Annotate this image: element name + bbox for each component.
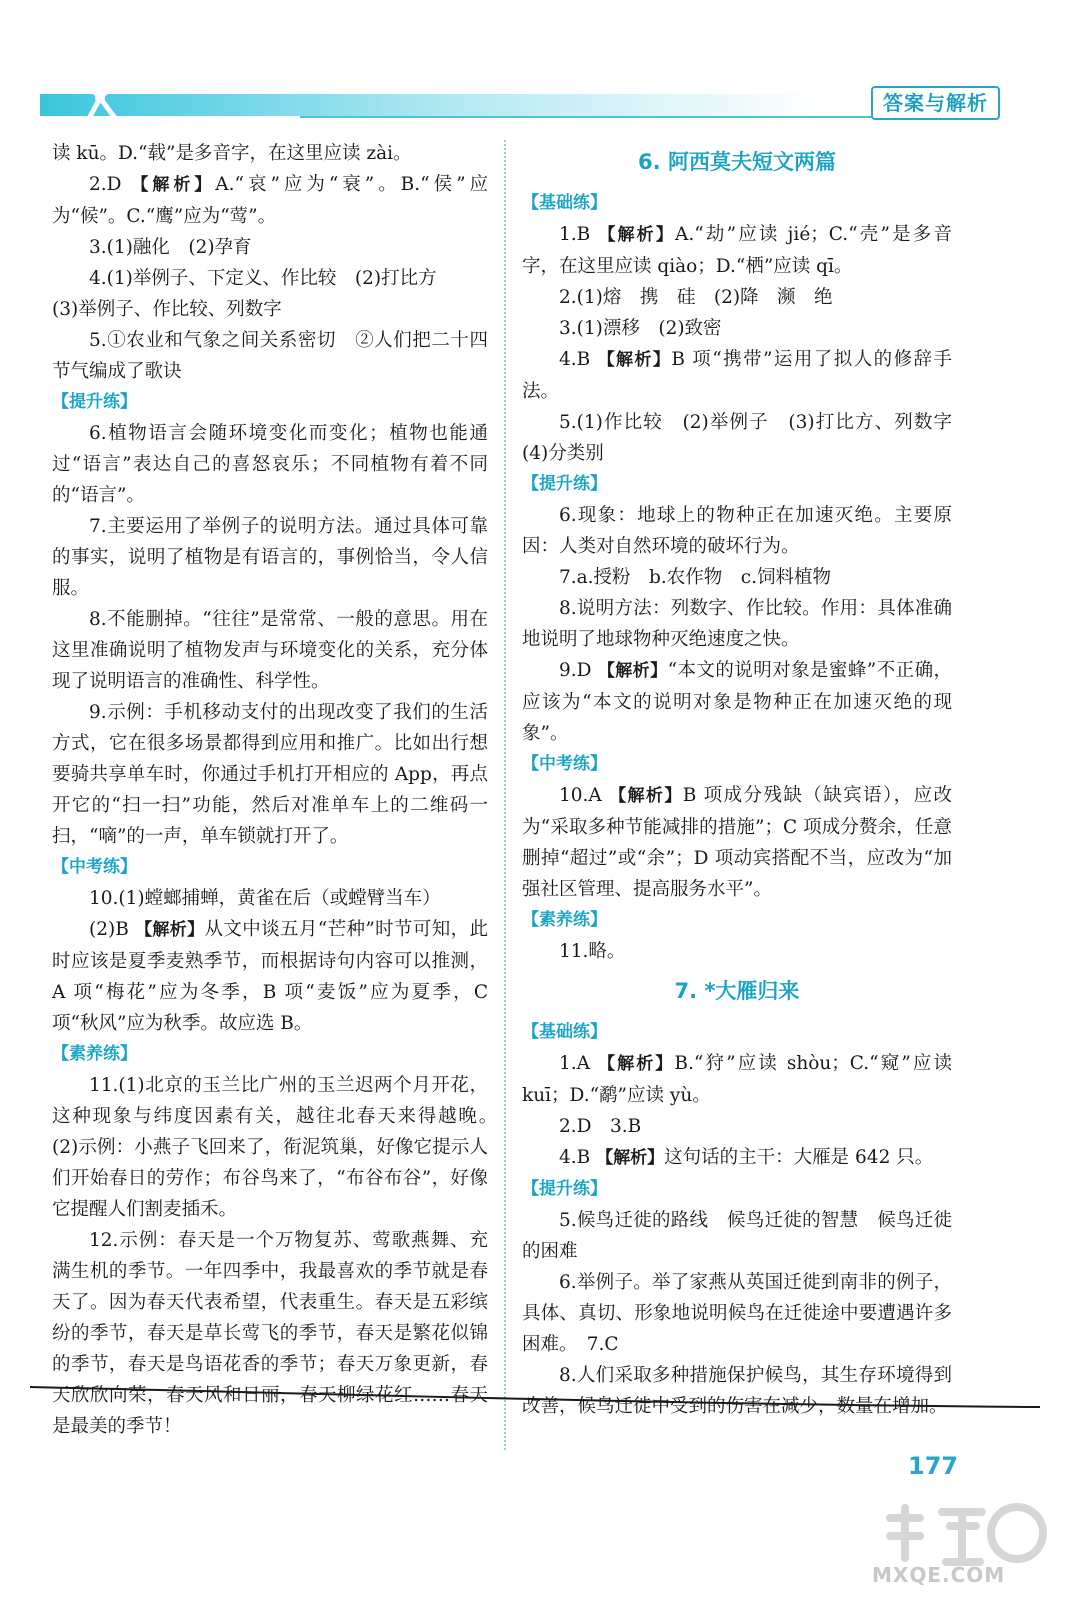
analysis-label: 【解析】 <box>598 1054 675 1074</box>
section-label: 【中考练】 <box>52 857 137 877</box>
answer-paragraph: 6.举例子。举了家燕从英国迁徙到南非的例子，具体、真切、形象地说明候鸟在迁徙途中要遭遇许多困难。 7.C <box>522 1272 952 1355</box>
analysis-label: 【解析】 <box>131 175 216 195</box>
analysis-text: B 项“携带”运用了拟人的修辞手法。 <box>522 349 952 402</box>
answer-paragraph: (3)举例子、作比较、列数字 <box>52 299 282 320</box>
answer-paragraph <box>522 1142 952 1174</box>
column-divider <box>504 140 506 1450</box>
left-column <box>52 138 507 1442</box>
answer-paragraph: 5.①农业和气象之间关系密切 ②人们把二十四节气编成了歌诀 <box>52 330 488 382</box>
page-number: 177 <box>908 1452 959 1480</box>
answer-key: 9.D <box>559 660 598 681</box>
lesson-title: 7. *大雁归来 <box>674 979 800 1003</box>
section-label: 【基础练】 <box>522 1022 607 1042</box>
answer-key: 1.A <box>559 1053 598 1074</box>
answer-key: 1.B <box>559 224 599 245</box>
answer-paragraph <box>52 914 488 1039</box>
analysis-text: “本文的说明对象是蜜蜂”不正确，应该为“本文的说明对象是物种正在加速灭绝的现象”。 <box>522 660 953 744</box>
answer-paragraph <box>522 655 952 749</box>
answer-paragraph: 10.(1)螳螂捕蝉，黄雀在后（或螳臂当车） <box>89 888 441 909</box>
answer-paragraph: 3.(1)漂移 (2)致密 <box>559 318 722 339</box>
answer-paragraph <box>52 169 488 232</box>
answer-paragraph: 9.示例：手机移动支付的出现改变了我们的生活方式，它在很多场景都得到应用和推广。比如出行想要骑共享单车时，你通过手机打开相应的 App，再点开它的“扫一扫”功能，然后对准单车上的二维码一扫，“嘀”的一声，单车锁就打开了。 <box>52 702 488 847</box>
answer-key: (2)B <box>89 919 136 940</box>
analysis-text: B 项成分残缺（缺宾语），应改为“采取多种节能减排的措施”；C 项成分赘余，任意删掉“超过”或“余”；D 项动宾搭配不当，应改为“加强社区管理、提高服务水平”。 <box>522 785 952 900</box>
answer-paragraph: 7.主要运用了举例子的说明方法。通过具体可靠的事实，说明了植物是有语言的，事例恰当，令人信服。 <box>52 516 488 599</box>
analysis-label: 【解析】 <box>598 225 676 245</box>
answer-paragraph: 4.(1)举例子、下定义、作比较 (2)打比方 <box>89 268 437 289</box>
answer-paragraph: 7.a.授粉 b.农作物 c.饲料植物 <box>559 567 832 588</box>
page-header <box>40 60 1040 130</box>
answer-paragraph: 读 kū。D.“载”是多音字，在这里应读 zài。 <box>52 143 412 164</box>
answer-paragraph: 2.(1)熔 携 硅 (2)降 濒 绝 <box>559 287 833 308</box>
section-label: 【素养练】 <box>52 1044 137 1064</box>
answer-paragraph: 8.不能删掉。“往往”是常常、一般的意思。用在这里准确说明了植物发声与环境变化的关系，充分体现了说明语言的准确性、科学性。 <box>52 609 488 692</box>
answer-paragraph: 8.说明方法：列数字、作比较。作用：具体准确地说明了地球物种灭绝速度之快。 <box>522 598 952 650</box>
answer-paragraph: 3.(1)融化 (2)孕育 <box>89 237 252 258</box>
answer-paragraph: 6.植物语言会随环境变化而变化；植物也能通过“语言”表达自己的喜怒哀乐；不同植物有着不同的“语言”。 <box>52 423 488 506</box>
answer-key: 2.D <box>89 174 132 195</box>
analysis-text: A.“劫”应读 jié；C.“壳”是多音字，在这里应读 qiào；D.“栖”应读 qī。 <box>522 224 952 277</box>
analysis-label: 【解析】 <box>597 350 672 370</box>
answer-paragraph: 5.(1)作比较 (2)举例子 (3)打比方、列数字 (4)分类别 <box>522 412 971 464</box>
answer-key: 4.B <box>559 349 598 370</box>
section-label: 【素养练】 <box>522 910 607 930</box>
right-column <box>522 138 971 1422</box>
section-tag: 答案与解析 <box>871 86 1000 120</box>
answer-paragraph <box>522 780 952 905</box>
analysis-text: A.“哀”应为“衰”。B.“侯”应为“候”。C.“鹰”应为“莺”。 <box>52 174 489 227</box>
answer-key: 10.A <box>559 785 610 806</box>
analysis-label: 【解析】 <box>135 920 205 940</box>
analysis-label: 【解析】 <box>596 1148 665 1168</box>
answer-paragraph: 11.(1)北京的玉兰比广州的玉兰迟两个月开花，这种现象与纬度因素有关，越往北春天来得越晚。 (2)示例：小燕子飞回来了，衔泥筑巢，好像它提示人们开始春日的劳作；布谷鸟来了，“布谷布谷”，好像它提醒人们割麦插禾。 <box>52 1075 507 1220</box>
section-label: 【中考练】 <box>522 754 607 774</box>
answer-paragraph <box>522 1048 952 1111</box>
answer-paragraph: 12.示例：春天是一个万物复苏、莺歌燕舞、充满生机的季节。一年四季中，我最喜欢的季节就是春天了。因为春天代表希望，代表重生。春天是五彩缤纷的季节，春天是草长莺飞的季节，春天是繁花似锦的季节，春天是鸟语花香的季节；春天万象更新，春天欣欣向荣，春天风和日丽，春天柳绿花红……春天是最美的季节！ <box>52 1230 488 1437</box>
analysis-label: 【解析】 <box>597 661 668 681</box>
section-label: 【提升练】 <box>522 474 607 494</box>
answer-paragraph: 6.现象：地球上的物种正在加速灭绝。主要原因：人类对自然环境的破坏行为。 <box>522 505 952 557</box>
section-label: 【提升练】 <box>522 1179 607 1199</box>
analysis-text: 从文中谈五月“芒种”时节可知，此时应该是夏季麦熟季节，而根据诗句内容可以推测，A 项“梅花”应为冬季，B 项“麦饭”应为夏季，C 项“秋风”应为秋季。故应选 B。 <box>52 919 489 1034</box>
analysis-text: 这句话的主干：大雁是 642 只。 <box>664 1147 934 1168</box>
answer-paragraph: 8.人们采取多种措施保护候鸟，其生存环境得到改善，候鸟迁徙中受到的伤害在减少，数量在增加。 <box>522 1365 952 1417</box>
analysis-text: B.“狩”应读 shòu；C.“窥”应读 kuī；D.“鹬”应读 yù。 <box>522 1053 952 1106</box>
answer-paragraph <box>522 219 952 282</box>
answer-paragraph: 11.略。 <box>559 941 626 962</box>
watermark-text: MXQE.COM <box>872 1563 1006 1587</box>
answer-key: 4.B <box>559 1147 597 1168</box>
section-label: 【提升练】 <box>52 392 137 412</box>
answer-paragraph: 5.候鸟迁徙的路线 候鸟迁徙的智慧 候鸟迁徙的困难 <box>522 1210 952 1262</box>
answer-paragraph <box>522 344 952 407</box>
answer-paragraph: 2.D 3.B <box>559 1116 642 1137</box>
windmill-icon <box>48 60 168 130</box>
section-label: 【基础练】 <box>522 193 607 213</box>
analysis-label: 【解析】 <box>609 786 683 806</box>
lesson-title: 6. 阿西莫夫短文两篇 <box>638 150 836 174</box>
bottom-stroke <box>0 1365 1066 1425</box>
header-rule <box>300 116 960 118</box>
